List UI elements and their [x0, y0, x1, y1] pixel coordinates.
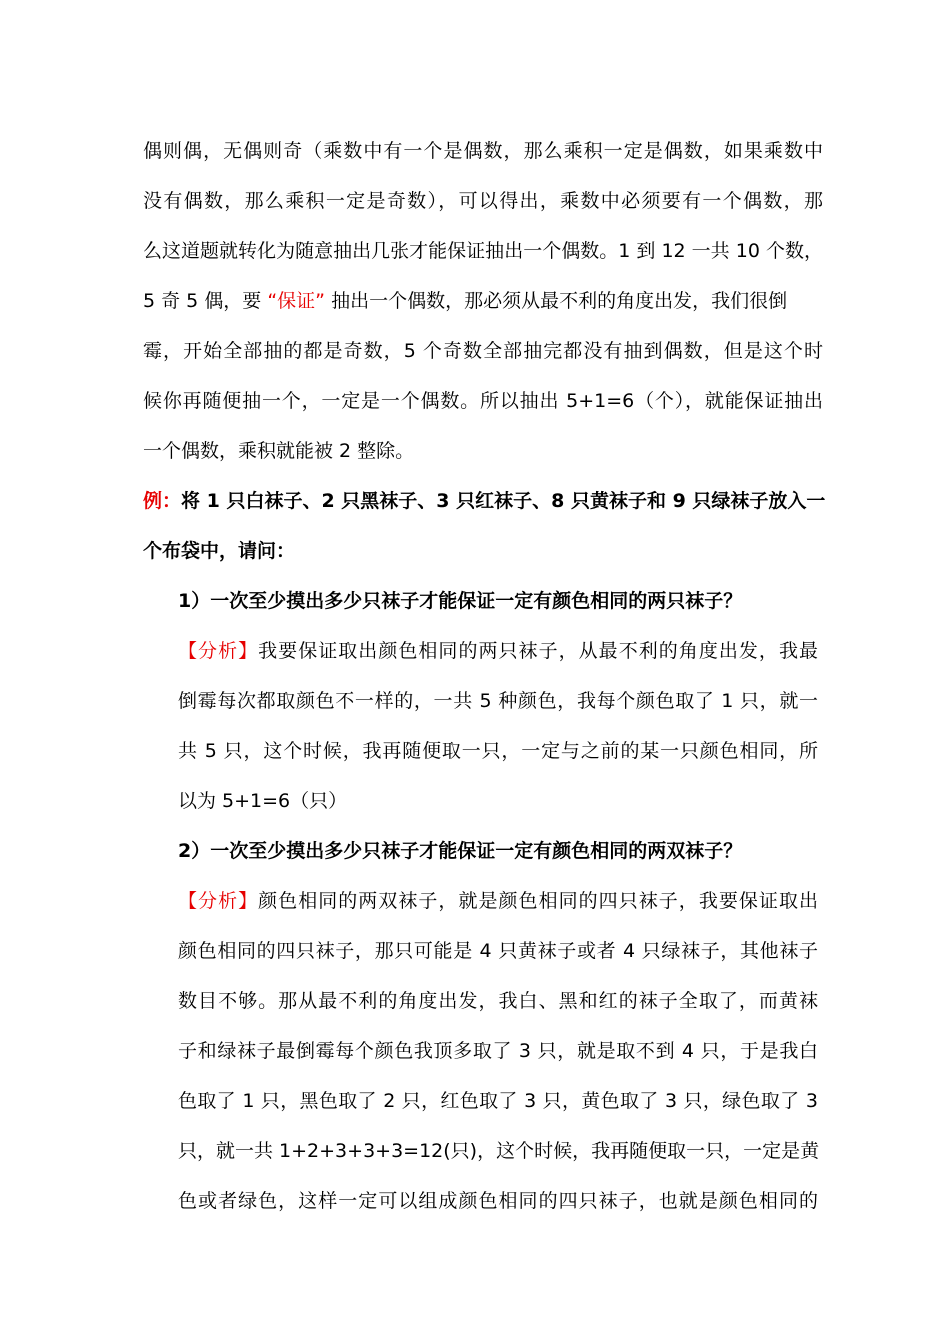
q1-analysis-label: 【分析】: [178, 640, 259, 662]
question-1: 1）一次至少摸出多少只袜子才能保证一定有颜色相同的两只袜子？: [178, 590, 743, 612]
question-2: 2）一次至少摸出多少只袜子才能保证一定有颜色相同的两双袜子？: [178, 840, 743, 862]
q1-analysis-line-2: 倒霉每次都取颜色不一样的，一共 5 种颜色，我每个颜色取了 1 只，就一: [178, 690, 818, 712]
q2-analysis-line-2: 颜色相同的四只袜子，那只可能是 4 只黄袜子或者 4 只绿袜子，其他袜子: [178, 940, 818, 962]
q1-analysis-line-4: 以为 5+1=6（只）: [178, 790, 348, 812]
example-line-2: 个布袋中，请问：: [143, 540, 296, 562]
intro-line-5: 霉，开始全部抽的都是奇数，5 个奇数全部抽完都没有抽到偶数，但是这个时: [143, 340, 823, 362]
intro-line-7: 一个偶数，乘积就能被 2 整除。: [143, 440, 415, 462]
intro-line-1: 偶则偶，无偶则奇（乘数中有一个是偶数，那么乘积一定是偶数，如果乘数中: [143, 140, 823, 162]
q1-analysis-text-1: 我要保证取出颜色相同的两只袜子，从最不利的角度出发，我最: [258, 640, 818, 662]
intro-line-4: [143, 286, 823, 316]
example-text-1: 将 1 只白袜子、2 只黑袜子、3 只红袜子、8 只黄袜子和 9 只绿袜子放入一: [181, 490, 826, 512]
q2-analysis-line-5: 色取了 1 只，黑色取了 2 只，红色取了 3 只，黄色取了 3 只，绿色取了 3: [178, 1090, 818, 1112]
q1-analysis-line-3: 共 5 只，这个时候，我再随便取一只，一定与之前的某一只颜色相同，所: [178, 740, 818, 762]
q2-analysis-line-6: 只，就一共 1+2+3+3+3=12(只)，这个时候，我再随便取一只，一定是黄: [178, 1140, 820, 1162]
q2-analysis-line-3: 数目不够。那从最不利的角度出发，我白、黑和红的袜子全取了，而黄袜: [178, 990, 818, 1012]
intro-line-4-post: 抽出一个偶数，那必须从最不利的角度出发，我们很倒: [325, 290, 788, 312]
q1-analysis-line-1: [178, 636, 818, 666]
intro-line-6: 候你再随便抽一个，一定是一个偶数。所以抽出 5+1=6（个），就能保证抽出: [143, 390, 823, 412]
emphasis-quote: “保证”: [267, 290, 326, 312]
q2-analysis-line-1: [178, 886, 818, 916]
example-label: 例：: [143, 490, 182, 512]
intro-line-4-pre: 5 奇 5 偶，要: [143, 290, 268, 312]
q2-analysis-line-7: 色或者绿色，这样一定可以组成颜色相同的四只袜子，也就是颜色相同的: [178, 1190, 818, 1212]
q2-analysis-text-1: 颜色相同的两双袜子，就是颜色相同的四只袜子，我要保证取出: [258, 890, 818, 912]
intro-line-3: 么这道题就转化为随意抽出几张才能保证抽出一个偶数。1 到 12 一共 10 个数，: [143, 240, 823, 262]
intro-line-2: 没有偶数，那么乘积一定是奇数），可以得出，乘数中必须要有一个偶数，那: [143, 190, 823, 212]
q2-analysis-line-4: 子和绿袜子最倒霉每个颜色我顶多取了 3 只，就是取不到 4 只，于是我白: [178, 1040, 818, 1062]
q2-analysis-label: 【分析】: [178, 890, 259, 912]
example-line-1: [143, 486, 826, 516]
